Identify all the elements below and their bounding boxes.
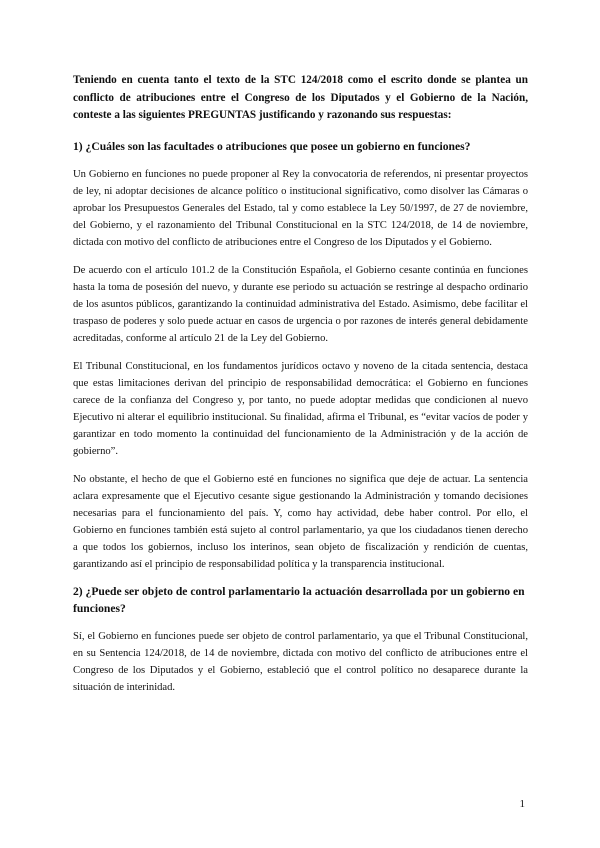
intro-instructions: Teniendo en cuenta tanto el texto de la STC 124/2018 como el escrito donde se plantea un conflicto de atribuciones entre el Congreso de los Diputados y el Gobierno de la Nación, conteste a las siguientes PREGUNTAS justificando y razonando sus respuestas: (73, 74, 528, 121)
answer-1-paragraph-3: El Tribunal Constitucional, en los fundamentos jurídicos octavo y noveno de la citada sentencia, destaca que estas limitaciones derivan del principio de responsabilidad democrática: el Gobierno en funciones carece de la confianza del Congreso y, por tanto, no puede adoptar medidas que condicionen al nuevo Ejecutivo ni alterar el equilibrio institucional. Su finalidad, afirma el Tribunal, es “evitar vacíos de poder y garantizar en todo momento la continuidad del funcionamiento de la Administración y de la acción de gobierno”. (73, 361, 528, 457)
answer-1-paragraph-4: No obstante, el hecho de que el Gobierno esté en funciones no significa que deje de actuar. La sentencia aclara expresamente que el Ejecutivo cesante sigue gestionando la Administración y tomando decisiones necesarias para el funcionamiento del país. Y, como hay actividad, debe haber control. Por ello, el Gobierno en funciones también está sujeto al control parlamentario, ya que los ciudadanos tienen derecho a que todos los gobiernos, incluso los interinos, sean objeto de fiscalización y rendición de cuentas, garantizando así el principio de responsabilidad política y la transparencia institucional. (73, 474, 528, 570)
answer-1-paragraph-2: De acuerdo con el artículo 101.2 de la Constitución Española, el Gobierno cesante continúa en funciones hasta la toma de posesión del nuevo, y durante ese periodo su actuación se restringe al despacho ordinario de los asuntos públicos, garantizando la continuidad administrativa del Estado. Asimismo, debe facilitar el traspaso de poderes y solo puede actuar en casos de urgencia o por razones de interés general debidamente acreditadas, conforme al artículo 21 de la Ley del Gobierno. (73, 265, 528, 344)
page-number: 1 (519, 798, 525, 810)
question-1-heading: 1) ¿Cuáles son las facultades o atribuciones que posee un gobierno en funciones? (73, 139, 471, 153)
answer-2-paragraph-1: Sí, el Gobierno en funciones puede ser objeto de control parlamentario, ya que el Tribunal Constitucional, en su Sentencia 124/2018, de 14 de noviembre, dictada con motivo del conflicto de atribuciones entre el Congreso de los Diputados y el Gobierno, estableció que el control político no desaparece durante la situación de interinidad. (73, 631, 528, 693)
answer-1-paragraph-1: Un Gobierno en funciones no puede proponer al Rey la convocatoria de referendos, ni presentar proyectos de ley, ni adoptar decisiones de alcance político o institucional significativo, como disolver las Cámaras o aprobar los Presupuestos Generales del Estado, tal y como establece la Ley 50/1997, de 27 de noviembre, del Gobierno, y el razonamiento del Tribunal Constitucional en la STC 124/2018, de 14 de noviembre, dictada con motivo del conflicto de atribuciones entre el Congreso de los Diputados y el Gobierno. (73, 169, 528, 248)
document-page (73, 72, 528, 707)
question-2-heading: 2) ¿Puede ser objeto de control parlamentario la actuación desarrollada por un gobierno en funciones? (73, 585, 525, 615)
